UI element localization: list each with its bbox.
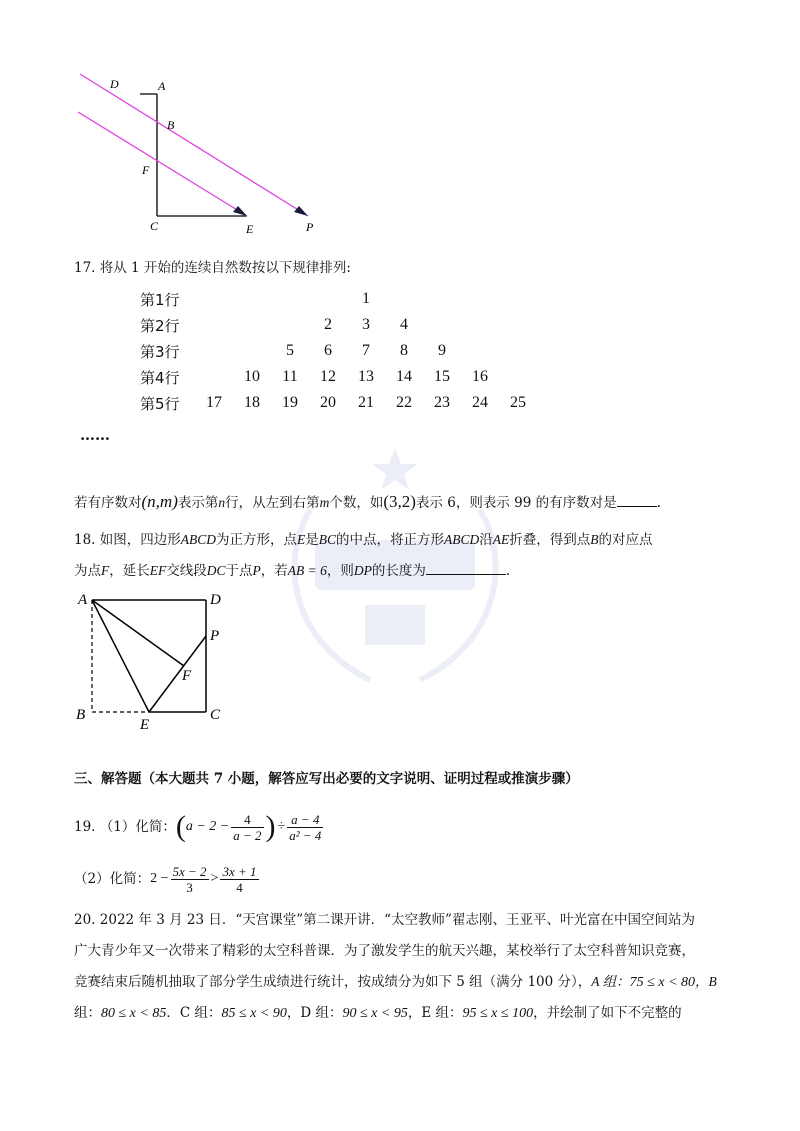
fraction: $\frac{5x - 2}{3}$ — [172, 863, 207, 895]
q17-question-line: 若有序数对(n,m)表示第n行，从左到右第m个数，如(3,2)表示 6，则表示 99 的有序数对是 . — [74, 492, 661, 511]
label-E: E — [140, 717, 150, 733]
arrowhead-P — [294, 206, 308, 216]
q19-part-1: 19. （1）化简： ( a − 2 − $\frac{4}{a - 2}$ ) ÷ $\frac{a - 4}{\text{a² − 4}}$ — [74, 810, 322, 843]
triangle-number: 8 — [400, 342, 408, 359]
arrowhead-E — [233, 206, 247, 216]
triangle-number: 23 — [434, 394, 450, 411]
q17-stem: 17. 将从 1 开始的连续自然数按以下规律排列: — [74, 260, 351, 276]
triangle-number: 12 — [320, 368, 336, 385]
q18-line-2: 为点F，延长EF交线段DC于点P，若AB = 6，则DP的长度为 . — [74, 563, 511, 579]
triangle-number: 4 — [400, 316, 408, 333]
label-B: B — [167, 118, 175, 132]
triangle-number: 25 — [510, 394, 526, 411]
q20-line-1: 20. 2022 年 3 月 23 日．“天宫课堂”第二课开讲．“太空教师”翟志刚、王亚平、叶光富在中国空间站为 — [74, 912, 695, 928]
triangle-number: 9 — [438, 342, 446, 359]
label-E: E — [246, 222, 254, 236]
label-P: P — [210, 628, 220, 644]
triangle-number: 5 — [286, 342, 294, 359]
triangle-number: 20 — [320, 394, 336, 411]
q17-number-triangle — [140, 286, 537, 416]
figure-q16-diagram — [70, 70, 330, 240]
row-label: 第3行 — [140, 342, 180, 361]
label-A: A — [158, 79, 166, 93]
row-label: 第2行 — [140, 316, 180, 335]
row-label: 第5行 — [140, 394, 180, 413]
triangle-number: 18 — [244, 394, 260, 411]
label-C: C — [150, 219, 159, 233]
section-3-title: 三、解答题（本大题共 7 小题，解答应写出必要的文字说明、证明过程或推演步骤） — [74, 771, 579, 787]
triangle-row-4 — [140, 364, 537, 390]
row-label: 第4行 — [140, 368, 180, 387]
triangle-row-1 — [140, 286, 537, 312]
q18-line-1: 18. 如图，四边形ABCD为正方形，点E是BC的中点，将正方形ABCD沿AE折叠，得到点B的对应点 — [74, 532, 653, 548]
q20-line-2: 广大青少年又一次带来了精彩的太空科普课．为了激发学生的航天兴趣，某校举行了太空科普知识竞赛， — [74, 943, 695, 959]
segment-AE — [92, 600, 149, 712]
label-B: B — [76, 707, 86, 723]
triangle-number: 2 — [324, 316, 332, 333]
segment-AF — [92, 600, 184, 666]
answer-blank[interactable] — [426, 574, 506, 575]
triangle-number: 1 — [362, 290, 370, 307]
fraction: $\frac{3x + 1}{4}$ — [222, 863, 257, 895]
triangle-number: 15 — [434, 368, 450, 385]
triangle-number: 13 — [358, 368, 374, 385]
triangle-number: 6 — [324, 342, 332, 359]
fraction: $\frac{a - 4}{\text{a² − 4}}$ — [289, 811, 322, 843]
q20-line-4: 组：80 ≤ x < 85．C 组：85 ≤ x < 90，D 组：90 ≤ x < 95，E 组：95 ≤ x ≤ 100，并绘制了如下不完整的 — [74, 1005, 682, 1021]
triangle-number: 7 — [362, 342, 370, 359]
label-F: F — [142, 163, 150, 177]
triangle-number: 21 — [358, 394, 374, 411]
label-P: P — [306, 220, 314, 234]
triangle-number: 22 — [396, 394, 412, 411]
triangle-number: 17 — [206, 394, 222, 411]
ray-through-F — [78, 112, 247, 216]
label-C: C — [210, 707, 221, 723]
triangle-row-5 — [140, 390, 537, 416]
answer-blank[interactable] — [617, 506, 657, 507]
triangle-number: 3 — [362, 316, 370, 333]
label-D: D — [210, 592, 221, 608]
triangle-number: 16 — [472, 368, 488, 385]
triangle-number: 19 — [282, 394, 298, 411]
triangle-number: 11 — [282, 368, 298, 385]
label-A: A — [78, 592, 88, 608]
triangle-row-3 — [140, 338, 537, 364]
ray-through-D — [80, 74, 308, 216]
label-D: D — [110, 77, 119, 91]
triangle-number: 10 — [244, 368, 260, 385]
row-label: 第1行 — [140, 290, 180, 309]
ellipsis: …… — [80, 426, 110, 444]
triangle-number: 14 — [396, 368, 412, 385]
q19-part-2: （2）化简： 2 − $\frac{5x - 2}{3}$ > $\frac{3x + 1}{4}$ — [74, 863, 257, 895]
figure-q18-square-fold — [70, 588, 240, 733]
triangle-row-2 — [140, 312, 537, 338]
label-F: F — [182, 668, 192, 684]
q20-line-3: 竞赛结束后随机抽取了部分学生成绩进行统计，按成绩分为如下 5 组（满分 100 分），A 组：75 ≤ x < 80，B — [74, 974, 717, 990]
fraction: $\frac{4}{a - 2}$ — [233, 811, 262, 843]
triangle-number: 24 — [472, 394, 488, 411]
